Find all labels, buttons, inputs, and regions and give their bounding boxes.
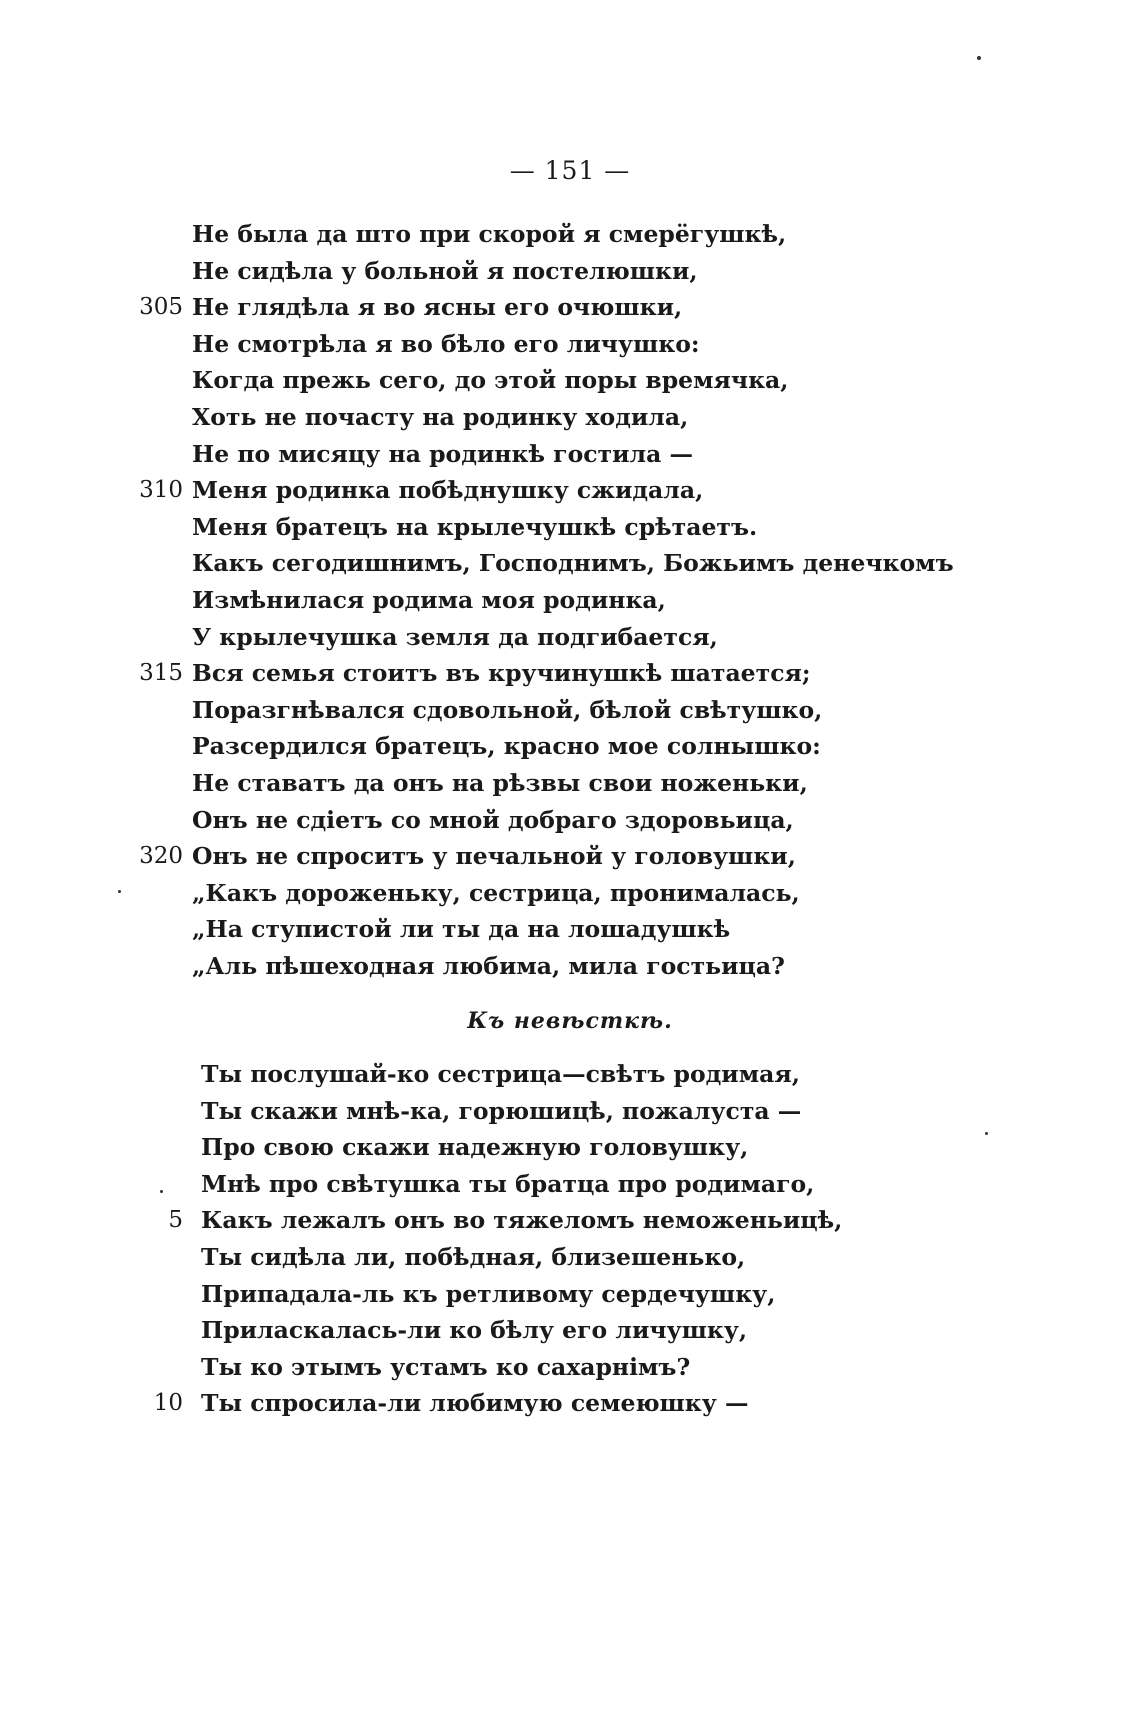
verse-line [0, 692, 1140, 729]
verse-line [0, 509, 1140, 546]
verse-line [0, 253, 1140, 290]
line-number: 305 [139, 294, 183, 321]
verse-line [0, 619, 1140, 656]
line-text: Онъ не сдіетъ со мной добраго здоровьица, [192, 805, 794, 834]
line-number: 10 [153, 1390, 183, 1417]
verse-line [0, 216, 1140, 253]
line-text: Меня родинка побѣднушку сжидала, [192, 476, 704, 505]
line-text: Ты спросила-ли любимую семеюшку — [201, 1389, 749, 1418]
verse-line [0, 1239, 1140, 1276]
verse-line [0, 1385, 1140, 1422]
line-text: Не была да што при скорой я смерёгушкѣ, [192, 220, 787, 248]
verse-line [0, 728, 1140, 765]
verse-line [0, 1312, 1140, 1349]
verse-line [0, 289, 1140, 326]
line-text: У крылечушка земля да подгибается, [192, 622, 718, 651]
verse-line [0, 1166, 1140, 1203]
page-number: — 151 — [509, 156, 631, 185]
verse-block-1 [0, 216, 1140, 984]
verse-line [0, 948, 1140, 985]
verse-line [0, 545, 1140, 582]
line-text: Не сидѣла у больной я постелюшки, [192, 256, 698, 285]
line-number: 315 [139, 660, 183, 687]
scan-speck [985, 1132, 988, 1135]
verse-block-2 [0, 1056, 1140, 1422]
line-text: Не по мисяцу на родинкѣ гостила — [192, 439, 694, 468]
line-text: Вся семья стоитъ въ кручинушкѣ шатается; [192, 659, 811, 688]
line-text: Какъ сегодишнимъ, Господнимъ, Божьимъ денечкомъ [192, 549, 954, 578]
line-text: Ты скажи мнѣ-ка, горюшицѣ, пожалуста — [201, 1096, 802, 1125]
verse-line [0, 1349, 1140, 1386]
line-text: Не смотрѣла я во бѣло его личушко: [192, 329, 700, 358]
line-text: „Какъ дороженьку, сестрица, пронималась, [192, 878, 800, 907]
verse-line [0, 838, 1140, 875]
line-text: Хоть не почасту на родинку ходила, [192, 402, 689, 431]
verse-line [0, 326, 1140, 363]
section-title: Къ невѣсткѣ. [467, 1008, 673, 1034]
verse-line [0, 1093, 1140, 1130]
line-text: Онъ не спроситъ у печальной у головушки, [192, 842, 796, 871]
line-text: Приласкалась-ли ко бѣлу его личушку, [201, 1316, 748, 1345]
verse-line [0, 362, 1140, 399]
line-text: Про свою скажи надежную головушку, [201, 1133, 749, 1162]
line-text: „На ступистой ли ты да на лошадушкѣ [192, 915, 731, 944]
line-text: Ты ко этымъ устамъ ко сахарнімъ? [201, 1352, 691, 1381]
verse-line [0, 436, 1140, 473]
line-number: 320 [139, 843, 183, 870]
line-text: Когда прежь сего, до этой поры времячка, [192, 366, 789, 395]
verse-line [0, 911, 1140, 948]
line-text: Мнѣ про свѣтушка ты братца про родимаго, [201, 1169, 815, 1198]
line-text: „Аль пѣшеходная любима, мила гостьица? [192, 951, 785, 980]
line-number: 310 [139, 477, 183, 504]
line-text: Припадала-ль къ ретливому сердечушку, [201, 1279, 776, 1308]
line-text: Ты послушай-ко сестрица—свѣтъ родимая, [201, 1060, 800, 1088]
line-text: Ты сидѣла ли, побѣдная, близешенько, [201, 1242, 746, 1271]
verse-line [0, 399, 1140, 436]
verse-line [0, 875, 1140, 912]
verse-line [0, 1276, 1140, 1313]
verse-line [0, 765, 1140, 802]
verse-line [0, 582, 1140, 619]
scan-speck [118, 890, 121, 893]
verse-line [0, 1056, 1140, 1093]
line-text: Не глядѣла я во ясны его очюшки, [192, 293, 683, 322]
line-text: Не ставатъ да онъ на рѣзвы свои ноженьки, [192, 768, 808, 797]
verse-line [0, 802, 1140, 839]
line-text: Разсердился братецъ, красно мое солнышко: [192, 732, 821, 761]
line-text: Меня братецъ на крылечушкѣ срѣтаетъ. [192, 512, 758, 541]
scan-speck [160, 1190, 163, 1193]
line-text: Измѣнилася родима моя родинка, [192, 585, 666, 614]
scan-speck [977, 56, 981, 60]
line-text: Поразгнѣвался сдовольной, бѣлой свѣтушко, [192, 695, 823, 724]
verse-line [0, 1129, 1140, 1166]
verse-line [0, 655, 1140, 692]
line-text: Какъ лежалъ онъ во тяжеломъ неможеньицѣ, [201, 1206, 843, 1235]
verse-line [0, 1202, 1140, 1239]
verse-line [0, 472, 1140, 509]
line-number: 5 [168, 1207, 183, 1234]
